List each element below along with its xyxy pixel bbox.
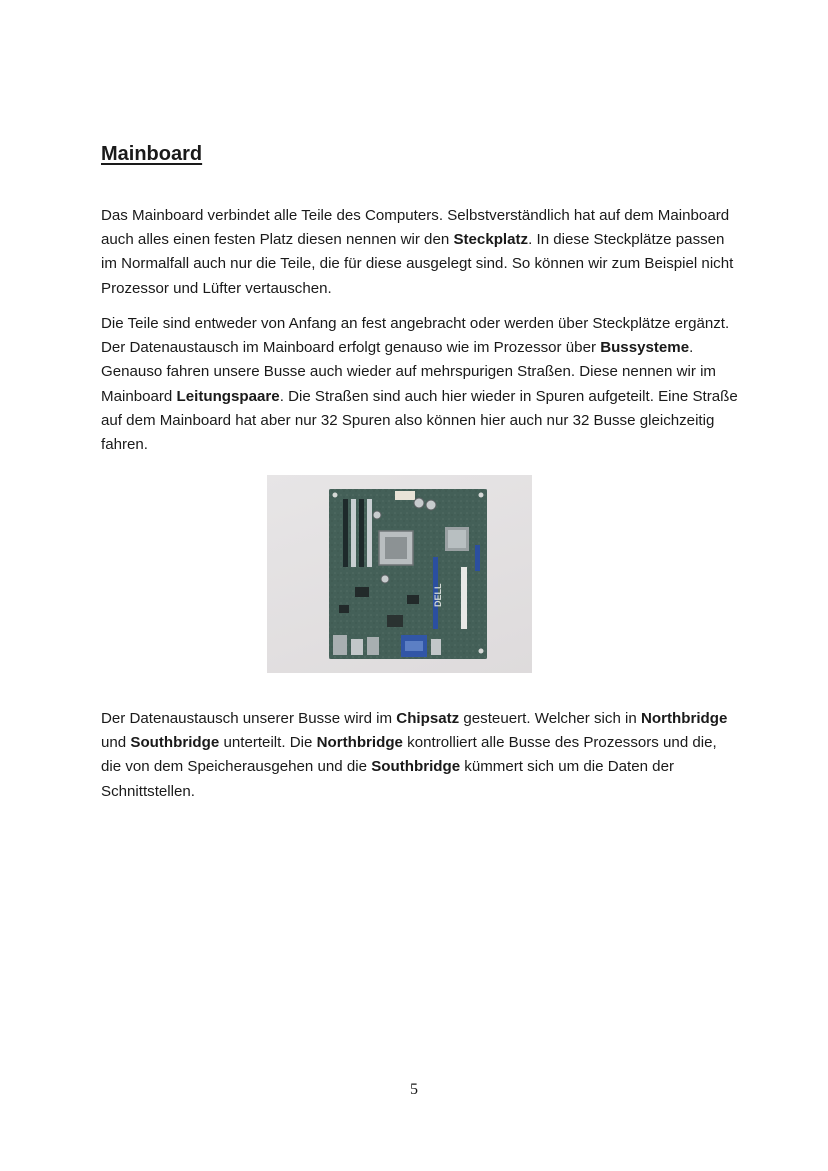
text-run: kümmert sich um die Daten der Schnittstellen. [101,758,675,800]
mount-hole [479,649,484,654]
capacitor [426,500,436,510]
term-southbridge: Southbridge [371,758,461,776]
term-steckplatz: Steckplatz [453,231,529,249]
ram-slot [343,499,348,567]
term-northbridge: Northbridge [640,710,728,727]
io-port [333,635,347,655]
term-southbridge: Southbridge [130,734,220,752]
capacitor [381,575,389,583]
text-run: . In diese Steckplätze passen im Normalfall auch nur die Teile, die für diese ausgelegt sind. So können wir zum Beispiel nicht Prozessor und Lüfter vertauschen. [101,231,734,297]
text-run: unterteilt. Die [219,734,317,752]
chip [387,615,403,627]
term-leitungspaare: Leitungspaare [176,387,280,405]
chipset-heatsink-top [448,530,466,548]
pcie-slot-small [475,545,480,571]
chip [407,595,419,604]
term-chipsatz: Chipsatz [396,710,460,727]
board-logo: DELL [433,583,443,607]
io-port [431,639,441,655]
term-bussysteme: Bussysteme [600,339,690,357]
ram-slot [367,499,372,567]
vga-port-inner [405,641,423,651]
dell-logo-group [433,583,443,607]
pcie-slot-white [461,567,467,629]
capacitor [414,498,424,508]
chip [339,605,349,613]
paragraph-chipsatz [101,707,741,804]
mount-hole [479,493,484,498]
text-run: Der Datenaustausch unserer Busse wird im [101,710,397,727]
paragraph-mainboard-intro [101,204,741,301]
text-run: und [101,734,131,752]
motherboard-illustration [267,475,532,673]
term-northbridge: Northbridge [316,734,403,752]
text-run: Die Teile sind entweder von Anfang an fest angebracht oder werden über Steckplätze ergänzt. Der Datenaustausch im Mainboard erfolgt genauso wie im Prozessor über [101,315,730,357]
capacitor [373,511,381,519]
text-run: . Die Straßen sind auch hier wieder in Spuren aufgeteilt. Eine Straße auf dem Mainboard hat aber nur 32 Spuren also können hier auch nur 32 Busse gleichzeitig fahren. [101,387,738,454]
cpu-socket-inner [385,537,407,559]
mount-hole [333,493,338,498]
text-run: kontrolliert alle Busse des Prozessors und die, die von dem Speicherausgehen und die [101,734,717,776]
text-run: . Genauso fahren unsere Busse auch wieder auf mehrspurigen Straßen. Diese nennen wir im Mainboard [101,339,716,405]
motherboard-photo [267,475,532,673]
text-run: Das Mainboard verbindet alle Teile des Computers. Selbstverständlich hat auf dem Mainboard auch alles einen festen Platz diesen nennen wir den [101,207,730,249]
ram-slot [351,499,356,567]
io-port [351,639,363,655]
power-connector [395,491,415,500]
io-port [367,637,379,655]
ram-slot [359,499,364,567]
paragraph-bussysteme [101,312,741,457]
text-run: gesteuert. Welcher sich in [459,710,641,727]
chip [355,587,369,597]
page-title: Mainboard [101,143,203,165]
page-number: 5 [410,1081,418,1098]
